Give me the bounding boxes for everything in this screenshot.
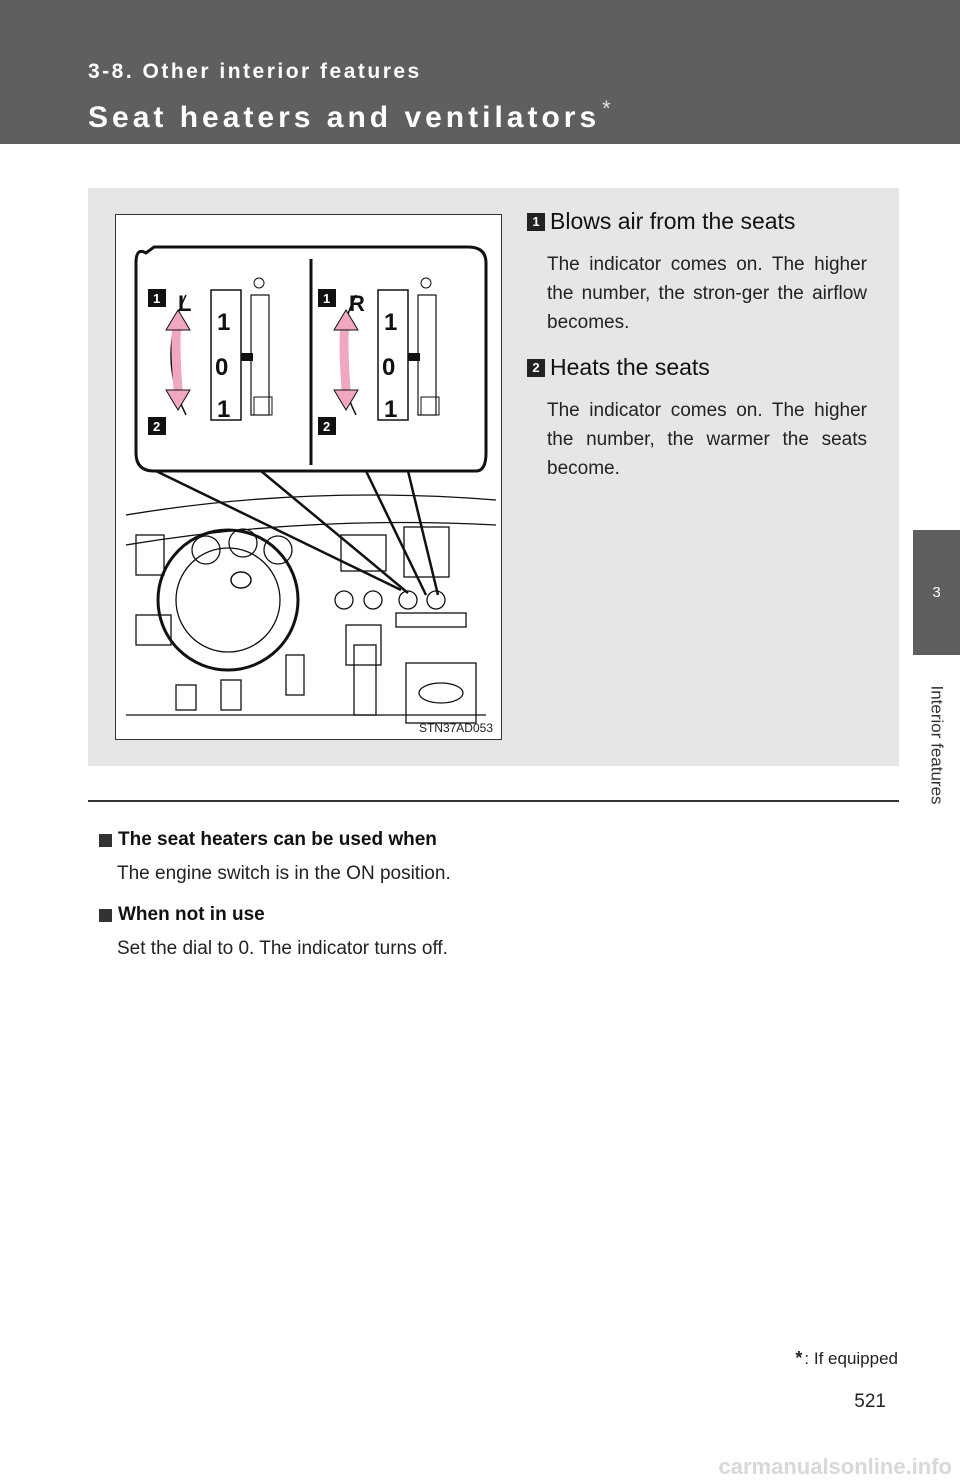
item-2: [527, 354, 867, 483]
left-callout-2: 2: [153, 419, 161, 434]
page-title-text: Seat heaters and ventilators: [88, 101, 601, 134]
right-dial-mid-number: 0: [382, 354, 396, 381]
item-2-text: The indicator comes on. The higher the number, the warmer the seats become.: [547, 400, 867, 479]
note-2-text: Set the dial to 0. The indicator turns off.: [117, 938, 448, 959]
left-dial-top-number: 1: [217, 309, 231, 336]
item-2-heading: [527, 354, 867, 381]
note-bullet-icon: [99, 909, 112, 922]
notes: [99, 829, 889, 979]
section-divider: [88, 800, 899, 802]
note-1-title-text: The seat heaters can be used when: [118, 829, 437, 850]
right-callout-2: 2: [323, 419, 331, 434]
page-header: [0, 0, 960, 144]
item-1-heading: [527, 208, 867, 235]
chapter-label: Interior features: [927, 685, 947, 805]
section-label: 3-8. Other interior features: [88, 60, 422, 83]
footnote-text: : If equipped: [804, 1349, 898, 1368]
item-2-title: Heats the seats: [550, 354, 710, 380]
note-bullet-icon: [99, 834, 112, 847]
watermark: carmanualsonline.info: [718, 1454, 952, 1479]
chapter-number: 3: [932, 584, 941, 601]
note-2-title-text: When not in use: [118, 904, 265, 925]
right-dial-bottom-number: 1: [384, 396, 398, 423]
item-1-number: 1: [527, 213, 545, 231]
footnote: [795, 1348, 898, 1369]
footnote-mark: *: [795, 1348, 803, 1368]
left-callout-1: 1: [153, 291, 161, 306]
page-number: 521: [854, 1391, 886, 1412]
left-dial-bottom-number: 1: [217, 396, 231, 423]
chapter-tab: [913, 530, 960, 655]
item-2-number: 2: [527, 359, 545, 377]
right-dial-label: R: [349, 291, 365, 316]
note-1-text: The engine switch is in the ON position.: [117, 863, 451, 884]
if-equipped-mark: *: [602, 96, 615, 121]
seat-dial-illustration: [115, 214, 502, 740]
note-2-title: [99, 904, 889, 926]
right-dial-top-number: 1: [384, 309, 398, 336]
figure-id: STN37AD053: [418, 721, 493, 735]
right-callout-1: 1: [323, 291, 331, 306]
dashboard-drawing: [116, 215, 501, 739]
left-dial-mid-number: 0: [215, 354, 229, 381]
dashboard: [126, 495, 496, 723]
note-1-title: [99, 829, 889, 851]
item-1: [527, 208, 867, 337]
page-title: [88, 96, 615, 135]
item-1-text: The indicator comes on. The higher the number, the stron-ger the airflow becomes.: [547, 254, 867, 333]
left-dial-label: L: [178, 291, 192, 316]
item-1-title: Blows air from the seats: [550, 208, 796, 234]
chapter-label-box: [913, 660, 960, 830]
